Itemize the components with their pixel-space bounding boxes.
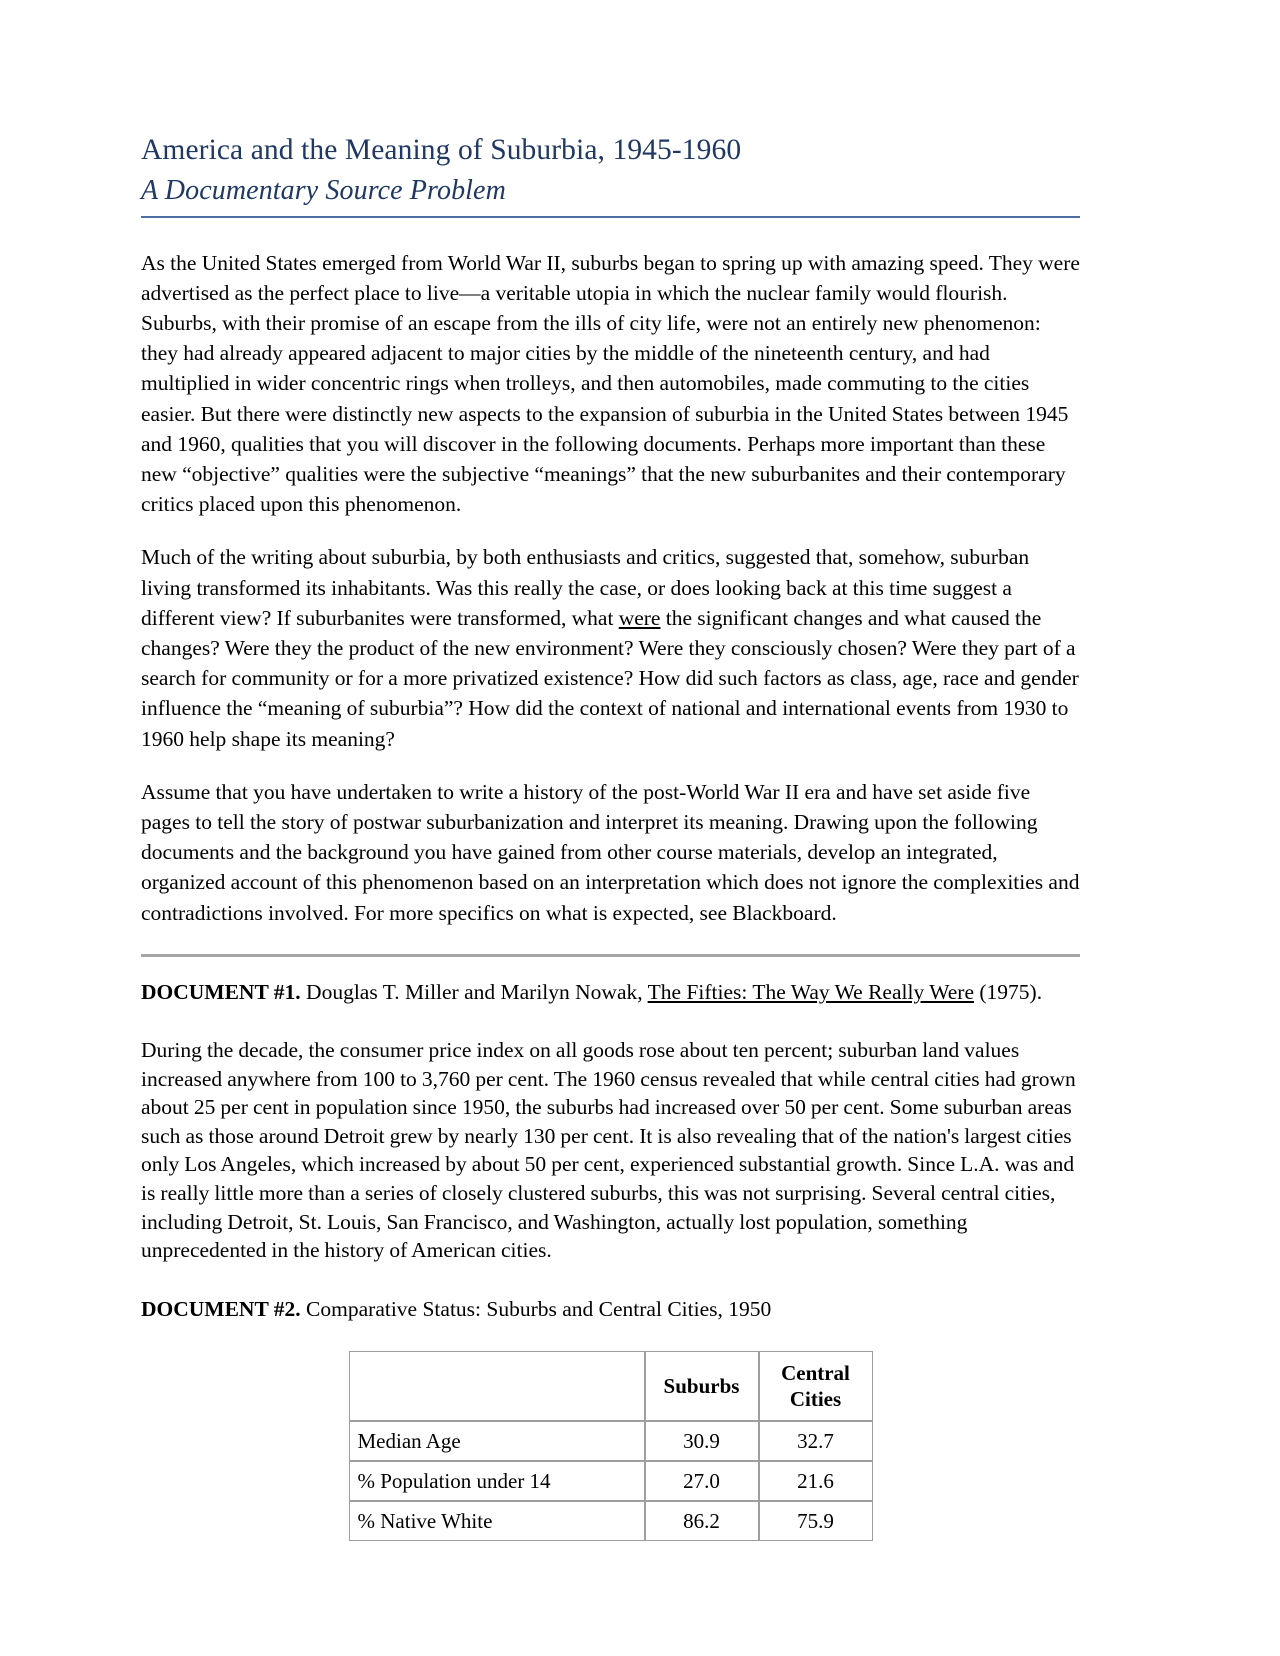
comparison-table-wrapper xyxy=(141,1351,1080,1541)
table-cell-suburbs: 30.9 xyxy=(645,1421,759,1461)
intro-paragraph-2-emphasis: were xyxy=(618,605,661,630)
table-cell-central-cities: 21.6 xyxy=(759,1461,873,1501)
page-subtitle: A Documentary Source Problem xyxy=(141,174,506,206)
document-1-author: Douglas T. Miller and Marilyn Nowak, xyxy=(300,979,648,1004)
table-header-central-cities: Central Cities xyxy=(759,1351,873,1421)
document-1-heading xyxy=(141,977,1080,1007)
document-2-caption: Comparative Status: Suburbs and Central Cities, 1950 xyxy=(300,1296,772,1321)
table-cell-central-cities: 32.7 xyxy=(759,1421,873,1461)
document-header xyxy=(141,132,1080,218)
document-content xyxy=(141,132,1080,1541)
table-row xyxy=(349,1421,873,1461)
intro-paragraph-2 xyxy=(141,542,1080,753)
comparison-table xyxy=(349,1351,873,1541)
comparison-table-body xyxy=(349,1421,873,1541)
table-row xyxy=(349,1501,873,1541)
table-row xyxy=(349,1461,873,1501)
introduction-section xyxy=(141,248,1080,928)
table-cell-label: % Native White xyxy=(349,1501,645,1541)
document-1-label: DOCUMENT #1. xyxy=(141,979,301,1004)
document-2-section xyxy=(141,1294,1080,1541)
table-header-suburbs: Suburbs xyxy=(645,1351,759,1421)
document-1-excerpt: During the decade, the consumer price index on all goods rose about ten percent; suburban land values increased anywhere from 100 to 3,760 per cent. The 1960 census revealed that while central cities had grown about 25 per cent in population since 1950, the suburbs had increased over 50 per cent. Some suburban areas such as those around Detroit grew by nearly 130 per cent. It is also revealing that of the nation's largest cities only Los Angeles, which increased by about 50 per cent, experienced substantial growth. Since L.A. was and is really little more than a series of closely clustered suburbs, this was not surprising. Several central cities, including Detroit, St. Louis, San Francisco, and Washington, actually lost population, something unprecedented in the history of American cities. xyxy=(141,1038,1076,1263)
page-title: America and the Meaning of Suburbia, 1945-1960 xyxy=(141,134,742,166)
title-divider-rule xyxy=(141,216,1080,218)
document-1-year: (1975). xyxy=(974,979,1043,1004)
intro-paragraph-3: Assume that you have undertaken to write a history of the post-World War II era and have set aside five pages to tell the story of postwar suburbanization and interpret its meaning. Drawing upon the following documents and the background you have gained from other course materials, develop an integrated, organized account of this phenomenon based on an interpretation which does not ignore the complexities and contradictions involved. For more specifics on what is expected, see Blackboard. xyxy=(141,779,1080,925)
table-cell-label: Median Age xyxy=(349,1421,645,1461)
intro-paragraph-2-part-2: the significant changes and what caused the changes? Were they the product of the new environment? Were they consciously chosen? Were they part of a search for community or for a more privatized existence? How did such factors as class, age, race and gender influence the “meaning of suburbia”? How did the context of national and international events from 1930 to 1960 help shape its meaning? xyxy=(141,605,1079,751)
section-divider-rule xyxy=(141,954,1080,957)
document-1-cited-title: The Fifties: The Way We Really Were xyxy=(647,979,975,1004)
intro-paragraph-2-part-1: Much of the writing about suburbia, by both enthusiasts and critics, suggested that, somehow, suburban living transformed its inhabitants. Was this really the case, or does looking back at this time suggest a different view? If suburbanites were transformed, what xyxy=(141,545,1030,630)
intro-paragraph-1: As the United States emerged from World War II, suburbs began to spring up with amazing speed. They were advertised as the perfect place to live—a veritable utopia in which the nuclear family would flourish. Suburbs, with their promise of an escape from the ills of city life, were not an entirely new phenomenon: they had already appeared adjacent to major cities by the middle of the nineteenth century, and had multiplied in wider concentric rings when trolleys, and then automobiles, made commuting to the cities easier. But there were distinctly new aspects to the expansion of suburbia in the United States between 1945 and 1960, qualities that you will discover in the following documents. Perhaps more important than these new “objective” qualities were the subjective “meanings” that the new suburbanites and their contemporary critics placed upon this phenomenon. xyxy=(141,250,1080,517)
document-1-section xyxy=(141,977,1080,1265)
comparison-table-head xyxy=(349,1351,873,1421)
table-cell-label: % Population under 14 xyxy=(349,1461,645,1501)
document-2-heading xyxy=(141,1294,1080,1324)
table-header-row xyxy=(349,1351,873,1421)
table-header-blank xyxy=(349,1351,645,1421)
table-cell-suburbs: 27.0 xyxy=(645,1461,759,1501)
table-cell-central-cities: 75.9 xyxy=(759,1501,873,1541)
document-2-label: DOCUMENT #2. xyxy=(141,1296,301,1321)
table-cell-suburbs: 86.2 xyxy=(645,1501,759,1541)
